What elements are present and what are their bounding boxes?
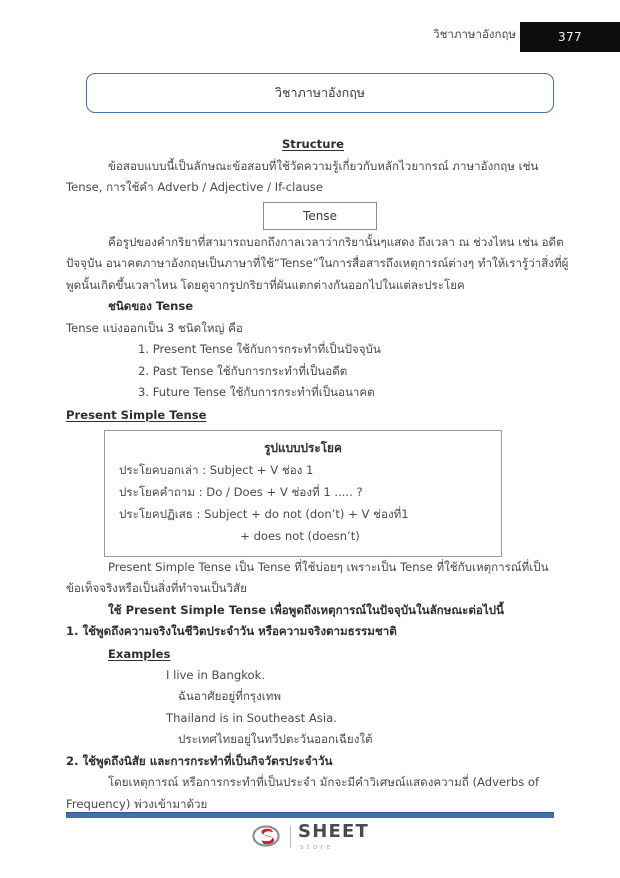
tense-label-box: Tense <box>263 202 377 230</box>
section-heading-examples: Examples <box>108 646 171 661</box>
sentence-pattern-line-affirmative: ประโยคบอกเล่า : Subject + V ช่อง 1 <box>119 462 314 477</box>
example-1-english: I live in Bangkok. <box>166 667 266 682</box>
sentence-pattern-line-question: ประโยคคำถาม : Do / Does + V ช่องที่ 1 ..... ? <box>119 484 363 499</box>
sentence-pattern-box <box>104 430 502 557</box>
header-subject-label: วิชาภาษาอังกฤษ <box>433 27 516 41</box>
kinds-list-item-1: 1. Present Tense ใช้กับการกระทำที่เป็นปัจจุบัน <box>138 342 381 356</box>
page-title: วิชาภาษาอังกฤษ <box>274 85 366 100</box>
section-heading-kinds-of-tense: ชนิดของ Tense <box>108 299 194 313</box>
example-1-thai: ฉันอาศัยอยู่ที่กรุงเทพ <box>178 689 282 703</box>
tense-box-wrapper <box>66 202 560 230</box>
logo-brand-text: SHEET <box>298 821 369 842</box>
sentence-pattern-title: รูปแบบประโยค <box>264 440 342 455</box>
present-simple-paragraph-line-1: Present Simple Tense เป็น Tense ที่ใช้บ่อยๆ เพราะเป็น Tense ที่ใช้กับเหตุการณ์ที่เป็น <box>108 559 549 574</box>
example-2-english: Thailand is in Southeast Asia. <box>166 710 337 725</box>
page-number-badge: 377 <box>520 22 620 52</box>
document-title-box <box>86 73 554 113</box>
usage-2-paragraph-line-2: Frequency) พ่วงเข้ามาด้วย <box>66 796 208 811</box>
usage-2-paragraph-line-1: โดยเหตุการณ์ หรือการกระทำที่เป็นประจำ มักจะมีคำวิเศษณ์แสดงความถี่ (Adverbs of <box>108 775 540 789</box>
usage-item-1: 1. ใช้พูดถึงความจริงในชีวิตประจำวัน หรือความจริงตามธรรมชาติ <box>66 624 397 638</box>
page-header <box>0 0 620 56</box>
present-simple-paragraph-line-2: ข้อเท็จจริงหรือเป็นสิ่งที่ทำจนเป็นวิสัย <box>66 581 247 595</box>
usage-item-2: 2. ใช้พูดถึงนิสัย และการกระทำที่เป็นกิจวัตรประจำวัน <box>66 753 333 768</box>
logo-divider <box>290 826 291 848</box>
kinds-list-item-2: 2. Past Tense ใช้กับการกระทำที่เป็นอดีต <box>138 363 348 378</box>
kinds-list-item-3: 3. Future Tense ใช้กับการกระทำที่เป็นอนาคต <box>138 385 375 399</box>
example-2-thai: ประเทศไทยอยู่ในทวีปตะวันออกเฉียงใต้ <box>178 732 373 746</box>
section-heading-present-simple-tense: Present Simple Tense <box>66 407 207 422</box>
logo-wordmark <box>298 823 369 851</box>
footer-logo <box>0 822 620 852</box>
tense-paragraph-line-3: พูดนั้นเกิดขึ้นเวลาไหน โดยดูจากรูปกริยาที่ผันแตกต่างกันออกไปในแต่ละประโยค <box>66 277 465 292</box>
document-body <box>66 134 569 815</box>
logo-sub-text: store <box>300 843 334 851</box>
tense-paragraph-line-1: คือรูปของคำกริยาที่สามารถบอกถึงกาลเวลาว่ากริยานั้นๆแสดง ถึงเวลา ณ ช่วงไหน เช่น อดีต <box>108 234 564 249</box>
tense-paragraph-line-2: ปัจจุบัน อนาคตภาษาอังกฤษเป็นภาษาที่ใช้“Tense”ในการสื่อสารถึงเหตุการณ์ต่างๆ ทำให้เรารู้ว่าสิ่งที่ผู้ <box>66 256 569 270</box>
structure-paragraph-line-2: Tense, การใช้คำ Adverb / Adjective / If-clause <box>66 180 323 194</box>
section-heading-structure: Structure <box>281 137 345 151</box>
footer-divider <box>66 812 554 818</box>
usage-intro-heading: ใช้ Present Simple Tense เพื่อพูดถึงเหตุการณ์ในปัจจุบันในลักษณะต่อไปนี้ <box>108 602 504 617</box>
structure-paragraph-line-1: ข้อสอบแบบนี้เป็นลักษณะข้อสอบที่ใช้วัดความรู้เกี่ยวกับหลักไวยากรณ์ ภาษาอังกฤษ เช่น <box>108 158 539 173</box>
sentence-pattern-line-negative-continued: + does not (doesn’t) <box>240 528 360 543</box>
sheet-store-logo-icon <box>251 822 283 852</box>
sentence-pattern-line-negative: ประโยคปฏิเสธ : Subject + do not (don’t) + V ช่องที่1 <box>119 506 409 521</box>
kinds-intro-line: Tense แบ่งออกเป็น 3 ชนิดใหญ่ คือ <box>66 320 243 335</box>
